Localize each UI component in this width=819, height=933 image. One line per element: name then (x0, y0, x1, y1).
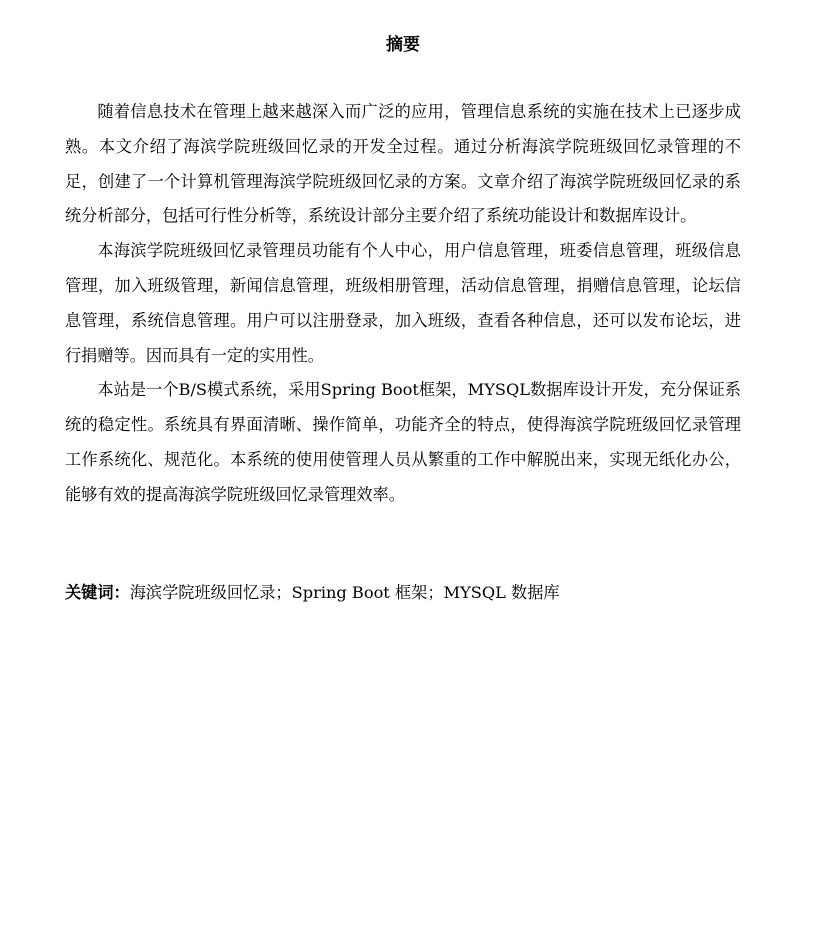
keywords-label: 关键词： (65, 583, 130, 602)
keywords-line (65, 580, 741, 606)
abstract-body (65, 95, 741, 513)
keywords-text: 海滨学院班级回忆录；Spring Boot 框架；MYSQL 数据库 (129, 583, 560, 602)
abstract-paragraph-3: 本站是一个B/S模式系统，采用Spring Boot框架，MYSQL数据库设计开发，充分保证系统的稳定性。系统具有界面清晰、操作简单，功能齐全的特点，使得海滨学院班级回忆录管理工作系统化、规范化。本系统的使用使管理人员从繁重的工作中解脱出来，实现无纸化办公，能够有效的提高海滨学院班级回忆录管理效率。 (65, 380, 741, 504)
abstract-paragraph-2: 本海滨学院班级回忆录管理员功能有个人中心，用户信息管理，班委信息管理，班级信息管理，加入班级管理，新闻信息管理，班级相册管理，活动信息管理，捐赠信息管理，论坛信息管理，系统信息管理。用户可以注册登录，加入班级，查看各种信息，还可以发布论坛，进行捐赠等。因而具有一定的实用性。 (65, 241, 741, 365)
abstract-title: 摘要 (386, 35, 420, 55)
abstract-paragraph-1: 随着信息技术在管理上越来越深入而广泛的应用，管理信息系统的实施在技术上已逐步成熟。本文介绍了海滨学院班级回忆录的开发全过程。通过分析海滨学院班级回忆录管理的不足，创建了一个计算机管理海滨学院班级回忆录的方案。文章介绍了海滨学院班级回忆录的系统分析部分，包括可行性分析等，系统设计部分主要介绍了系统功能设计和数据库设计。 (65, 102, 741, 226)
